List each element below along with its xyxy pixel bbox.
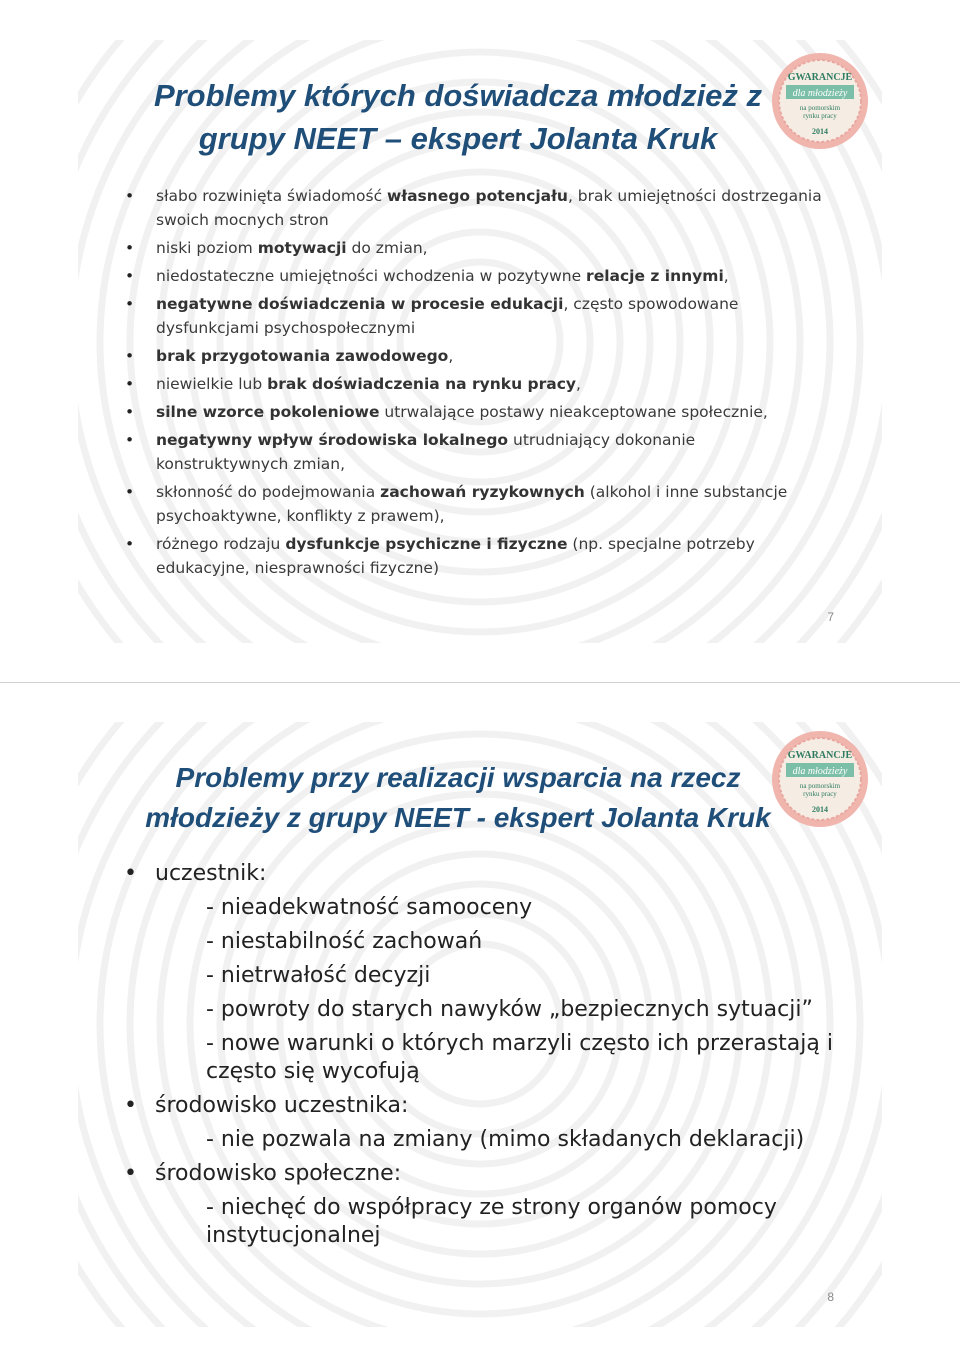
section-heading: środowisko społeczne bbox=[155, 1161, 394, 1186]
item-text: utrudniający dokonanie konstruktywnych zmian, bbox=[156, 431, 696, 473]
item-text: utrwalające postawy nieakceptowane społecznie, bbox=[379, 403, 768, 421]
emphasized-text: silne wzorce pokoleniowe bbox=[156, 403, 380, 421]
sub-item: - nowe warunki o których marzyli często ich przerastają i często się wycofują bbox=[206, 1031, 833, 1084]
problems-list bbox=[130, 184, 830, 584]
item-text: , brak umiejętności dostrzegania swoich mocnych stron bbox=[156, 187, 822, 229]
sub-item: - niestabilność zachowań bbox=[206, 929, 483, 954]
list-item bbox=[130, 532, 830, 580]
badge-line2: dla młodzieży bbox=[792, 88, 848, 99]
emphasized-text: zachowań ryzykownych bbox=[380, 483, 585, 501]
support-problems-list bbox=[124, 860, 854, 1256]
emphasized-text: negatywne doświadczenia w procesie edukacji bbox=[156, 295, 564, 313]
list-item bbox=[130, 372, 830, 396]
slide-title bbox=[118, 74, 798, 160]
badge-year: 2014 bbox=[812, 127, 828, 136]
section-colon: : bbox=[393, 1161, 402, 1186]
section-item bbox=[124, 860, 854, 1086]
item-text: niedostateczne umiejętności wchodzenia w pozytywne bbox=[156, 267, 587, 285]
title-line-2: grupy NEET – ekspert Jolanta Kruk bbox=[198, 121, 718, 156]
item-text: (alkohol i inne substancje psychoaktywne, konflikty z prawem), bbox=[156, 483, 788, 525]
section-item bbox=[124, 1092, 854, 1154]
item-text: , bbox=[576, 375, 581, 393]
badge-line4: rynku pracy bbox=[803, 112, 837, 120]
list-item bbox=[130, 344, 830, 368]
list-item bbox=[130, 236, 830, 260]
section-colon: : bbox=[401, 1093, 409, 1118]
sub-item: - niechęć do współpracy ze strony organów pomocy instytucjonalnej bbox=[206, 1195, 777, 1248]
item-text: niewielkie lub bbox=[156, 375, 268, 393]
emphasized-text: dysfunkcje psychiczne i fizyczne bbox=[285, 535, 568, 553]
emphasized-text: brak doświadczenia na rynku pracy bbox=[267, 375, 577, 393]
emphasized-text: brak przygotowania zawodowego bbox=[156, 347, 449, 365]
badge-line3: na pomorskim bbox=[799, 104, 841, 112]
list-item bbox=[130, 480, 830, 528]
sub-item: - nietrwałość decyzji bbox=[206, 963, 431, 988]
badge-year: 2014 bbox=[812, 805, 828, 814]
item-text: niski poziom bbox=[156, 239, 258, 257]
sub-list bbox=[155, 1194, 854, 1250]
badge-line4: rynku pracy bbox=[803, 790, 837, 798]
item-text: , bbox=[448, 347, 454, 365]
page-number: 8 bbox=[827, 1290, 834, 1304]
title-line-1: Problemy których doświadcza młodzież z bbox=[153, 78, 763, 113]
emphasized-text: negatywny wpływ środowiska lokalnego bbox=[156, 431, 509, 449]
list-item bbox=[130, 184, 830, 232]
item-text: różnego rodzaju bbox=[156, 535, 286, 553]
item-text: , bbox=[723, 267, 729, 285]
emphasized-text: własnego potencjału bbox=[387, 187, 568, 205]
section-heading: środowisko uczestnika bbox=[155, 1093, 401, 1118]
badge-line1: GWARANCJE bbox=[787, 72, 853, 83]
item-text: , często spowodowane dysfunkcjami psychospołecznymi bbox=[156, 295, 739, 337]
badge-line3: na pomorskim bbox=[799, 782, 841, 790]
section-item bbox=[124, 1160, 854, 1250]
section-heading: uczestnik bbox=[155, 861, 260, 886]
slide-title bbox=[118, 758, 798, 838]
list-item bbox=[130, 264, 830, 288]
sub-item: - nieadekwatność samooceny bbox=[206, 895, 533, 920]
emphasized-text: relacje z innymi bbox=[586, 267, 724, 285]
sub-list bbox=[155, 1126, 854, 1154]
slide-8 bbox=[78, 722, 882, 1327]
sub-item: - powroty do starych nawyków „bezpiecznych sytuacji” bbox=[206, 997, 813, 1022]
emphasized-text: motywacji bbox=[257, 239, 347, 257]
title-line-1: Problemy przy realizacji wsparcia na rzecz bbox=[175, 762, 741, 793]
item-text: do zmian, bbox=[346, 239, 428, 257]
list-item bbox=[130, 292, 830, 340]
page-divider bbox=[0, 682, 960, 683]
item-text: skłonność do podejmowania bbox=[156, 483, 381, 501]
page-number: 7 bbox=[827, 610, 834, 624]
badge-line1: GWARANCJE bbox=[787, 750, 853, 761]
section-colon: : bbox=[259, 861, 267, 886]
title-line-2: młodzieży z grupy NEET - ekspert Jolanta Kruk bbox=[145, 802, 771, 833]
slide-7 bbox=[78, 40, 882, 643]
list-item bbox=[130, 400, 830, 424]
sub-list bbox=[155, 894, 854, 1086]
badge-line2: dla młodzieży bbox=[792, 766, 848, 777]
list-item bbox=[130, 428, 830, 476]
sub-item: - nie pozwala na zmiany (mimo składanych deklaracji) bbox=[206, 1127, 805, 1152]
item-text: (np. specjalne potrzeby edukacyjne, niesprawności fizyczne) bbox=[156, 535, 755, 577]
item-text: słabo rozwinięta świadomość bbox=[156, 187, 388, 205]
